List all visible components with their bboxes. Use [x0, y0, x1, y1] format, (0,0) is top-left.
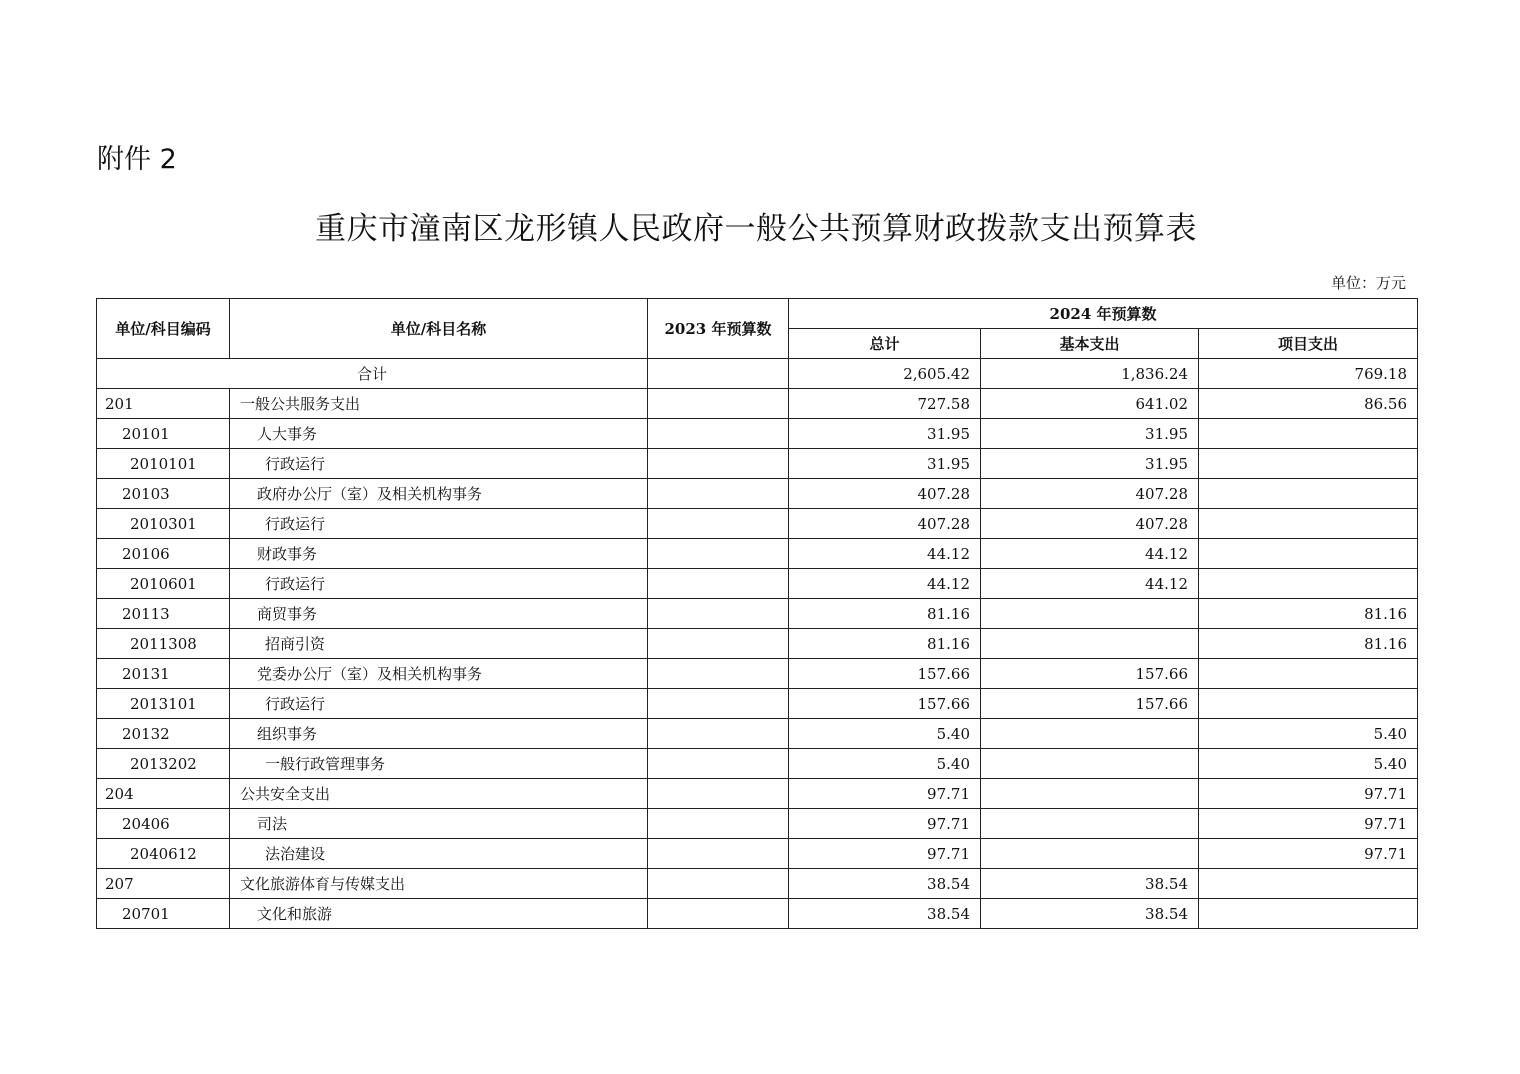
code-cell: 2013202	[97, 749, 230, 779]
name-cell: 司法	[230, 809, 648, 839]
code-cell: 204	[97, 779, 230, 809]
code-cell: 2010301	[97, 509, 230, 539]
total-cell: 407.28	[789, 479, 981, 509]
code-cell: 2010101	[97, 449, 230, 479]
total-cell: 5.40	[789, 719, 981, 749]
table-row	[97, 689, 1418, 719]
budget-2023-cell	[648, 899, 789, 929]
table-row	[97, 719, 1418, 749]
total-cell: 157.66	[789, 659, 981, 689]
header-code: 单位/科目编码	[97, 299, 230, 359]
summary-project: 769.18	[1199, 359, 1418, 389]
table-row	[97, 389, 1418, 419]
basic-cell	[981, 629, 1199, 659]
code-cell: 20406	[97, 809, 230, 839]
name-cell: 人大事务	[230, 419, 648, 449]
attachment-label: 附件 2	[97, 144, 177, 175]
header-row-1	[97, 299, 1418, 329]
budget-2023-cell	[648, 509, 789, 539]
total-cell: 81.16	[789, 629, 981, 659]
total-cell: 38.54	[789, 869, 981, 899]
code-cell: 20701	[97, 899, 230, 929]
basic-cell	[981, 839, 1199, 869]
total-cell: 157.66	[789, 689, 981, 719]
budget-2023-cell	[648, 629, 789, 659]
budget-2023-cell	[648, 719, 789, 749]
table-row	[97, 809, 1418, 839]
project-cell: 97.71	[1199, 839, 1418, 869]
table-row	[97, 449, 1418, 479]
table-row	[97, 749, 1418, 779]
budget-2023-cell	[648, 689, 789, 719]
basic-cell: 44.12	[981, 569, 1199, 599]
code-cell: 20106	[97, 539, 230, 569]
project-cell	[1199, 449, 1418, 479]
header-name: 单位/科目名称	[230, 299, 648, 359]
table-row	[97, 779, 1418, 809]
project-cell: 5.40	[1199, 749, 1418, 779]
table-row	[97, 659, 1418, 689]
project-cell	[1199, 419, 1418, 449]
basic-cell: 44.12	[981, 539, 1199, 569]
code-cell: 20132	[97, 719, 230, 749]
total-cell: 38.54	[789, 899, 981, 929]
code-cell: 20103	[97, 479, 230, 509]
budget-2023-cell	[648, 869, 789, 899]
code-cell: 2010601	[97, 569, 230, 599]
total-cell: 31.95	[789, 449, 981, 479]
name-cell: 商贸事务	[230, 599, 648, 629]
unit-label: 单位：万元	[1330, 274, 1406, 292]
basic-cell	[981, 599, 1199, 629]
total-cell: 31.95	[789, 419, 981, 449]
name-cell: 一般公共服务支出	[230, 389, 648, 419]
table-row	[97, 479, 1418, 509]
name-cell: 行政运行	[230, 569, 648, 599]
basic-cell: 31.95	[981, 449, 1199, 479]
header-2024: 2024 年预算数	[789, 299, 1418, 329]
name-cell: 公共安全支出	[230, 779, 648, 809]
name-cell: 财政事务	[230, 539, 648, 569]
budget-2023-cell	[648, 599, 789, 629]
summary-basic: 1,836.24	[981, 359, 1199, 389]
total-cell: 727.58	[789, 389, 981, 419]
budget-2023-cell	[648, 389, 789, 419]
name-cell: 政府办公厅（室）及相关机构事务	[230, 479, 648, 509]
code-cell: 201	[97, 389, 230, 419]
budget-table	[96, 298, 1418, 929]
project-cell	[1199, 509, 1418, 539]
budget-2023-cell	[648, 809, 789, 839]
total-cell: 81.16	[789, 599, 981, 629]
budget-2023-cell	[648, 479, 789, 509]
project-cell	[1199, 869, 1418, 899]
basic-cell: 407.28	[981, 479, 1199, 509]
code-cell: 20113	[97, 599, 230, 629]
code-cell: 2011308	[97, 629, 230, 659]
header-project: 项目支出	[1199, 329, 1418, 359]
name-cell: 招商引资	[230, 629, 648, 659]
budget-2023-cell	[648, 569, 789, 599]
table-row	[97, 899, 1418, 929]
name-cell: 行政运行	[230, 449, 648, 479]
total-cell: 97.71	[789, 839, 981, 869]
table-body	[97, 359, 1418, 929]
summary-row	[97, 359, 1418, 389]
project-cell: 81.16	[1199, 599, 1418, 629]
project-cell	[1199, 569, 1418, 599]
basic-cell: 38.54	[981, 899, 1199, 929]
budget-2023-cell	[648, 449, 789, 479]
table-row	[97, 569, 1418, 599]
budget-2023-cell	[648, 839, 789, 869]
header-total: 总计	[789, 329, 981, 359]
basic-cell: 31.95	[981, 419, 1199, 449]
project-cell	[1199, 899, 1418, 929]
budget-2023-cell	[648, 779, 789, 809]
table-row	[97, 629, 1418, 659]
code-cell: 2013101	[97, 689, 230, 719]
code-cell: 20131	[97, 659, 230, 689]
total-cell: 5.40	[789, 749, 981, 779]
name-cell: 法治建设	[230, 839, 648, 869]
total-cell: 44.12	[789, 569, 981, 599]
basic-cell: 157.66	[981, 659, 1199, 689]
basic-cell: 38.54	[981, 869, 1199, 899]
name-cell: 一般行政管理事务	[230, 749, 648, 779]
name-cell: 行政运行	[230, 689, 648, 719]
table-row	[97, 539, 1418, 569]
total-cell: 97.71	[789, 809, 981, 839]
code-cell: 207	[97, 869, 230, 899]
basic-cell: 641.02	[981, 389, 1199, 419]
header-2023: 2023 年预算数	[648, 299, 789, 359]
project-cell	[1199, 479, 1418, 509]
total-cell: 44.12	[789, 539, 981, 569]
header-basic: 基本支出	[981, 329, 1199, 359]
code-cell: 20101	[97, 419, 230, 449]
page-title: 重庆市潼南区龙形镇人民政府一般公共预算财政拨款支出预算表	[315, 211, 1197, 247]
basic-cell: 157.66	[981, 689, 1199, 719]
table-row	[97, 599, 1418, 629]
budget-2023-cell	[648, 419, 789, 449]
project-cell	[1199, 539, 1418, 569]
project-cell: 81.16	[1199, 629, 1418, 659]
basic-cell	[981, 779, 1199, 809]
project-cell: 97.71	[1199, 809, 1418, 839]
basic-cell	[981, 809, 1199, 839]
budget-2023-cell	[648, 539, 789, 569]
summary-total: 2,605.42	[789, 359, 981, 389]
summary-label: 合计	[97, 359, 648, 389]
name-cell: 党委办公厅（室）及相关机构事务	[230, 659, 648, 689]
project-cell: 5.40	[1199, 719, 1418, 749]
code-cell: 2040612	[97, 839, 230, 869]
total-cell: 407.28	[789, 509, 981, 539]
project-cell: 97.71	[1199, 779, 1418, 809]
total-cell: 97.71	[789, 779, 981, 809]
table-row	[97, 419, 1418, 449]
project-cell	[1199, 659, 1418, 689]
basic-cell: 407.28	[981, 509, 1199, 539]
project-cell	[1199, 689, 1418, 719]
table-row	[97, 509, 1418, 539]
name-cell: 文化旅游体育与传媒支出	[230, 869, 648, 899]
name-cell: 组织事务	[230, 719, 648, 749]
basic-cell	[981, 719, 1199, 749]
name-cell: 文化和旅游	[230, 899, 648, 929]
budget-2023-cell	[648, 659, 789, 689]
project-cell: 86.56	[1199, 389, 1418, 419]
budget-2023-cell	[648, 749, 789, 779]
name-cell: 行政运行	[230, 509, 648, 539]
summary-prev	[648, 359, 789, 389]
basic-cell	[981, 749, 1199, 779]
table-row	[97, 839, 1418, 869]
table-row	[97, 869, 1418, 899]
